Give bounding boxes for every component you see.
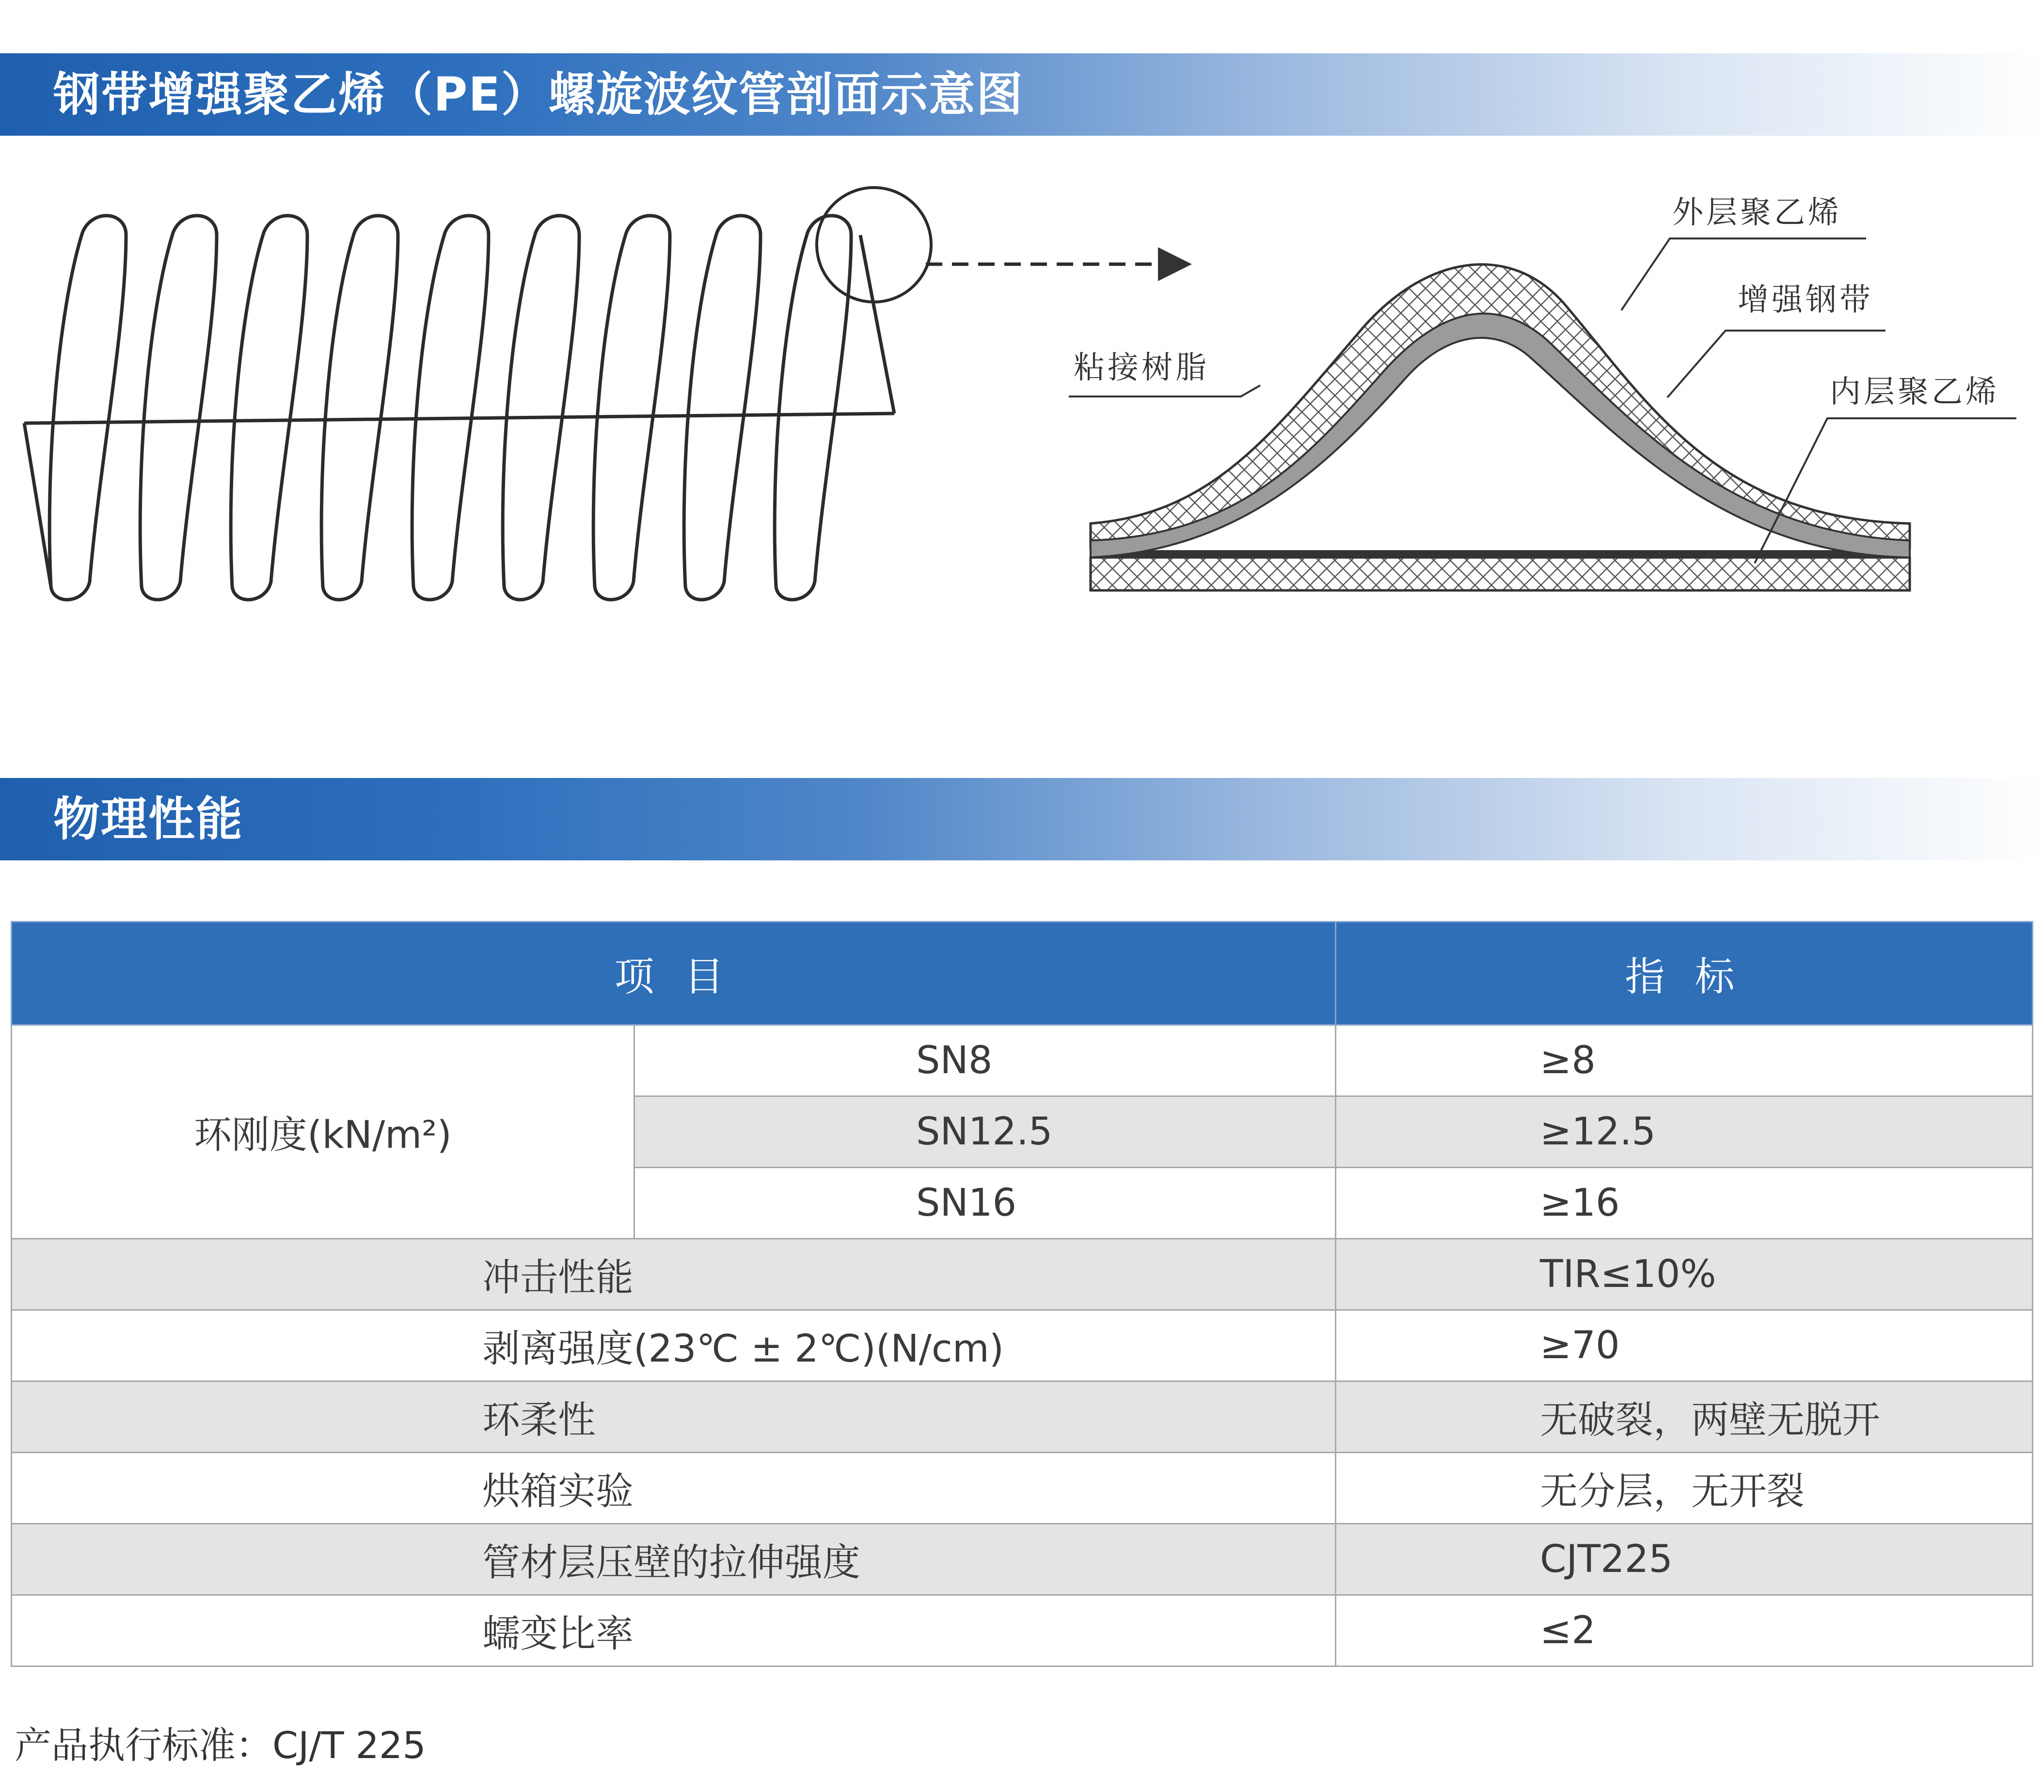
section-header-properties (0, 778, 2044, 860)
pipe-rib (684, 216, 761, 600)
property-value: 无破裂，两壁无脱开 (1336, 1381, 2033, 1453)
pipe-rib (503, 216, 579, 600)
table-row (12, 1453, 2033, 1524)
section-title-properties: 物理性能 (53, 792, 243, 846)
table-row (12, 1381, 2033, 1453)
pipe-rib (412, 216, 489, 600)
stiffness-value: ≥16 (1336, 1168, 2033, 1239)
property-value: ≤2 (1336, 1595, 2033, 1666)
property-value: CJT225 (1336, 1524, 2033, 1595)
section-header-diagram (0, 53, 2044, 136)
label-inner-pe: 内层聚乙烯 (1830, 374, 1999, 410)
table-row (12, 1310, 2033, 1381)
table-row (12, 1595, 2033, 1666)
pipe-rib (593, 216, 670, 600)
property-value: ≥70 (1336, 1310, 2033, 1381)
property-name: 冲击性能 (12, 1239, 1336, 1310)
table-row (12, 1239, 2033, 1310)
header-value: 指 标 (1336, 922, 2033, 1025)
stiffness-grade: SN16 (634, 1168, 1336, 1239)
stiffness-value: ≥8 (1336, 1025, 2033, 1096)
physical-properties-table (11, 921, 2033, 1667)
property-value: TIR≤10% (1336, 1239, 2033, 1310)
corrugated-pipe-drawing (24, 188, 1185, 600)
pipe-rib (775, 216, 851, 600)
pipe-diagram (0, 165, 2044, 650)
label-adhesive: 粘接树脂 (1074, 350, 1209, 386)
property-name: 烘箱实验 (12, 1453, 1336, 1524)
pipe-rib (231, 216, 307, 600)
stiffness-grade: SN12.5 (634, 1096, 1336, 1168)
pipe-rib (49, 216, 126, 600)
table-header-row (12, 922, 2033, 1025)
pipe-rib (321, 216, 398, 600)
section-title-diagram: 钢带增强聚乙烯（PE）螺旋波纹管剖面示意图 (53, 67, 1024, 122)
property-value: 无分层，无开裂 (1336, 1453, 2033, 1524)
stiffness-grade: SN8 (634, 1025, 1336, 1096)
property-name: 蠕变比率 (12, 1595, 1336, 1666)
ring-stiffness-label: 环刚度(kN/m²) (12, 1025, 634, 1239)
table-row (12, 1524, 2033, 1595)
label-outer-pe: 外层聚乙烯 (1672, 195, 1842, 231)
label-steel-strip: 增强钢带 (1738, 282, 1873, 318)
property-name: 环柔性 (12, 1381, 1336, 1453)
property-name: 管材层压壁的拉伸强度 (12, 1524, 1336, 1595)
product-standard-note: 产品执行标准：CJ/T 225 (15, 1724, 426, 1767)
pipe-rib (140, 216, 217, 600)
table-row (12, 1025, 2033, 1096)
property-name: 剥离强度(23℃ ± 2℃)(N/cm) (12, 1310, 1336, 1381)
header-item: 项 目 (12, 922, 1336, 1025)
stiffness-value: ≥12.5 (1336, 1096, 2033, 1168)
